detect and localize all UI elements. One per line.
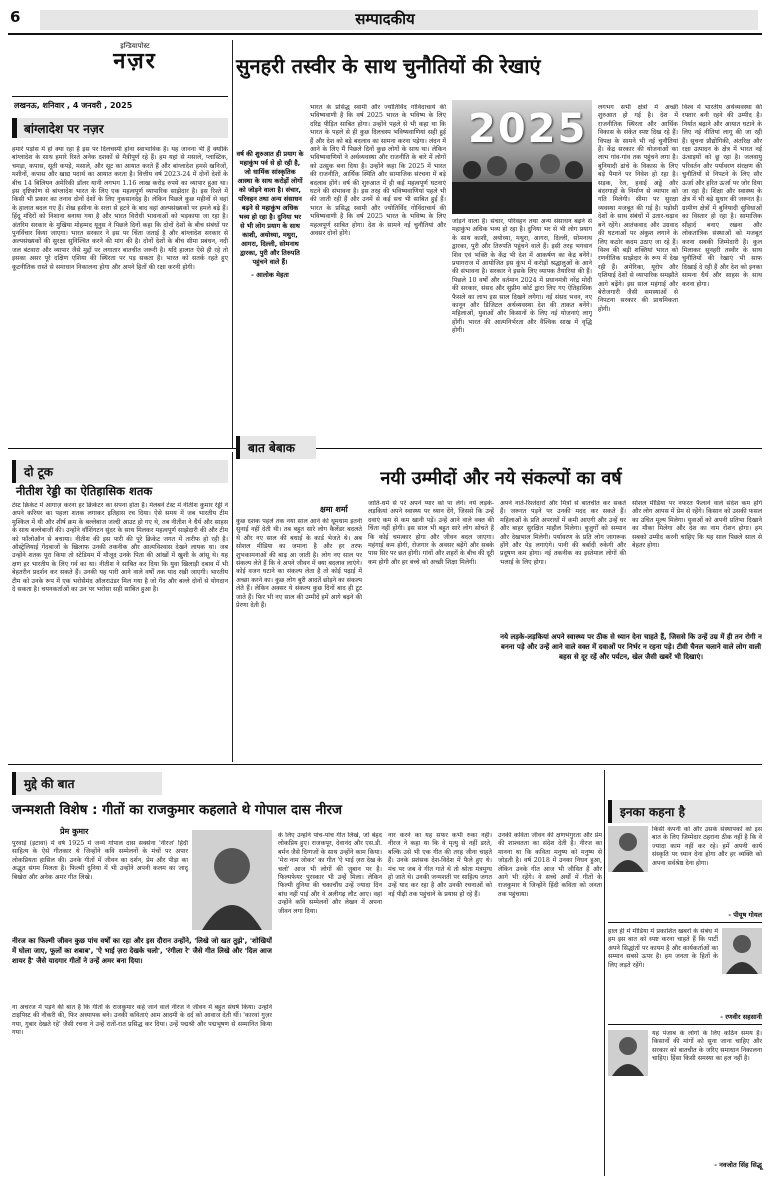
mudde-col4: उनकी कविता जीवन की क्षणभंगुरता और प्रेम की शाश्वतता का संदेश देती है। नीरज का मानना था कि कविता मनुष्य को मनुष्य से जोड़ती है। वर्ष 2018 में उनका निधन हुआ, लेकिन उनके गीत आज भी जीवित हैं और आगे भी रहेंगे। वे सच्चे अर्थों में गीतों के राजकुमार थे जिन्होंने हिंदी कविता को जनता तक पहुंचाया।: [498, 832, 602, 898]
section-title: सम्पादकीय: [355, 10, 415, 28]
portrait-silhouette: [192, 830, 272, 930]
bat-bebak-col3: अपने नाते-रिश्तेदारों और मित्रों से बातचीत कर सकते हैं। जरूरत पड़ने पर उनकी मदद कर सकते हैं। महिलाओं के प्रति अपराधों में कमी आएगी और उन्हें घर और बाहर सुरक्षित माहौल मिलेगा। बुजुर्गों को सम्मान और देखभाल मिलेगी। पर्यावरण के प्रति लोग जागरूक होंगे और पेड़ लगाएंगे। पानी की बर्बादी रुकेगी और प्रदूषण कम होगा। नई तकनीक का इस्तेमाल लोगों की भलाई के लिए होगा।: [500, 500, 626, 566]
inka-quote-3: यह पंजाब के लोगों के लिए कठिन समय है। किसानों की मांगों को सुना जाना चाहिए और सरकार को बातचीत के जरिए समाधान निकालना चाहिए। हिंसा किसी समस्या का हल नहीं है।: [652, 1030, 762, 1063]
mudde-col3: नार करने का यह सफर कभी रुका नहीं। नीरज ने कहा था कि वे मृत्यु से नहीं डरते, बल्कि उसे भी एक गीत की तरह जीना चाहते हैं। उनके प्रशंसक देश-विदेश में फैले हुए थे। मंच पर जब वे गीत गाते थे तो श्रोता मंत्रमुग्ध हो जाते थे। उनकी जन्मशती पर साहित्य जगत उन्हें याद कर रहा है और उनकी रचनाओं को नई पीढ़ी तक पहुंचाने के प्रयास हो रहे हैं।: [388, 832, 492, 898]
top-editorial-col1: भारत के प्रसिद्ध स्वामी और ज्योतिर्विद गोविंदाचार्य की भविष्यवाणी है कि वर्ष 2025 भारत के भविष्य के लिए दरिद्र पीड़ित साबित होगा। उन्होंने पहले से भी कहा था कि भारत के पहले से ही कुछ दिलचस्प भविष्यवाणियां सही हुई हैं और देश को बड़े बदलाव का सामना करना पड़ेगा। लंदन में आने के लिए मैं पिछले दिनों कुछ लोगों के साथ था। लेकिन भविष्यवाणियों ने अर्थव्यवस्था और राजनीति के बारे में लोगों को उत्सुक बना दिया है। उन्होंने कहा कि 2025 में भारत की राजनीति, आर्थिक स्थिति और सामाजिक संरचना में बड़े बदलाव होंगे। वर्ष की शुरुआत में ही कई महत्वपूर्ण घटनाएं घटने की संभावना है। इस तरह की भविष्यवाणियां पहले भी की जाती रही हैं और उनमें से कई सच भी साबित हुई हैं। भारत के प्रसिद्ध स्वामी और ज्योतिर्विद गोविंदाचार्य की भविष्यवाणी है कि वर्ष 2025 भारत के भविष्य के लिए महत्वपूर्ण साबित होगा। देश के सामने नई चुनौतियां और अवसर दोनों होंगे।: [310, 104, 446, 238]
dateline: लखनऊ, शनिवार , 4 जनवरी , 2025: [14, 101, 133, 110]
inka-quote-2: हाल ही में मीडिया में प्रकाशित खबरों के संबंध में हम इस बात को स्पष्ट करना चाहते हैं कि पार्टी अपने सिद्धांतों पर कायम है और कार्यकर्ताओं का सम्मान सबसे ऊपर है। हम जनता के हितों के लिए लड़ते रहेंगे।: [608, 928, 718, 969]
pullquote-top-text: वर्ष की शुरुआत ही प्रयाग के महाकुंभ पर्व से हो रही है, जो धार्मिक सांस्कृतिक आस्था के साथ करोड़ों लोगों को जोड़ने वाला है। संचार, परिवहन तथा अन्य संसाधन बढ़ने से महाकुंभ अधिक भव्य हो रहा है। दुनिया भर से भी लोग प्रयाग के साथ काशी, अयोध्या, मथुरा, आगरा, दिल्ली, सोमनाथ द्वारका, पुरी और तिरुपति पहुंचने वाले हैं।: [236, 150, 304, 266]
mudde-portrait: [192, 830, 272, 930]
person-icon: [722, 928, 762, 974]
inka-photo-2: [722, 928, 762, 974]
top-editorial-col3: लगभग सभी क्षेत्रों में अच्छी शुरुआत हो गई है। देश में राजनीतिक स्थिरता और आर्थिक विकास के संकेत स्पष्ट दिख रहे हैं। विपक्ष के सामने भी नई चुनौतियां हैं। केंद्र सरकार की योजनाओं का लाभ गांव-गांव तक पहुंचने लगा है। बुनियादी ढांचे के विकास के लिए बड़े पैमाने पर निवेश हो रहा है। सड़क, रेल, हवाई अड्डे और बंदरगाहों के निर्माण से व्यापार को गति मिलेगी। सीमा पर सुरक्षा व्यवस्था मजबूत की गई है। पड़ोसी देशों के साथ संबंधों में उतार-चढ़ाव बने रहेंगे। आतंकवाद और उग्रवाद की घटनाओं पर अंकुश लगाने के लिए कठोर कदम उठाए जा रहे हैं। विश्व की बड़ी शक्तियां भारत को रणनीतिक साझेदार के रूप में देख रही हैं। अमेरिका, यूरोप और एशियाई देशों से व्यापारिक समझौते आगे बढ़ेंगे। इस साल महंगाई और बेरोजगारी जैसी समस्याओं से निपटना सरकार की प्राथमिकता होगी।: [598, 104, 678, 313]
bat-bebak-headline: नयी उम्मीदों और नये संकल्पों का वर्ष: [380, 468, 622, 489]
masthead-small: इन्डियापोस्ट: [120, 42, 150, 50]
mudde-headline: जन्मशती विशेष : गीतों का राजकुमार कहलाते थे गोपाल दास नीरज: [12, 802, 343, 818]
inka-label: इनका कहना है: [608, 800, 762, 823]
photo-year-text: 2025: [468, 106, 588, 152]
masthead-big: नज़र: [113, 49, 157, 74]
mudde-quote: नीरज का फिल्मी जीवन कुछ पांच वर्षों का रहा और इस दौरान उन्होंने, 'लिखे जो खत तुझे', 'शोखियों में घोला जाए, फूलों का शबाब', 'ऐ भाई ज़रा देखके चलो', 'रंगीला रे' जैसे गीत लिखे और 'दिल आज शायर है' जैसे यादगार गीतों ने उन्हें अमर बना दिया।: [12, 937, 272, 965]
top-editorial-col2: जोड़ने वाला है। संचार, परिवहन तथा अन्य संसाधन बढ़ने से महाकुंभ अधिक भव्य हो रहा है। दुनिया भर से भी लोग प्रयाग के साथ काशी, अयोध्या, मथुरा, आगरा, दिल्ली, सोमनाथ द्वारका, पुरी और तिरुपति पहुंचने वाले हैं। इसी तरह भगवान शिव एवं भक्ति के केंद्र भी देश में आकर्षण का केंद्र बनेंगे। प्रयागराज में आयोजित इस कुंभ में करोड़ों श्रद्धालुओं के आने की संभावना है। सरकार ने इसके लिए व्यापक तैयारियां की हैं। पिछले 10 वर्षों और वर्तमान 2024 में प्रधानमंत्री नरेंद्र मोदी की सरकार, संसद और सुप्रीम कोर्ट द्वारा लिए गए ऐतिहासिक फैसले का लाभ इस साल दिखने लगेगा। नई संसद भवन, नए कानून और डिजिटल अर्थव्यवस्था देश की ताकत बनेंगे। महिलाओं, युवाओं और किसानों के लिए नई योजनाएं लागू होंगी। भारत की आत्मनिर्भरता और वैश्विक साख में वृद्धि होगी।: [452, 218, 592, 335]
inka-photo-1: [608, 826, 648, 872]
mudde-col2: के लिए उन्होंने पांच-पांच गीत लिखे, जो बेहद लोकप्रिय हुए। राजकपूर, देवानंद और एस.डी. बर्मन जैसे दिग्गजों के साथ उन्होंने काम किया। 'मेरा नाम जोकर' का गीत 'ऐ भाई ज़रा देख के चलो' आज भी लोगों की जुबान पर है। फिल्मफेयर पुरस्कार भी उन्हें मिला। लेकिन फिल्मी दुनिया की चकाचौंध उन्हें ज्यादा दिन बांध नहीं पाई और वे अलीगढ़ लौट आए। वहां उन्होंने कवि सम्मेलनों और लेखन में अपना जीवन लगा दिया।: [278, 832, 382, 915]
do-took-headline: नीतीश रेड्डी का ऐतिहासिक शतक: [16, 484, 153, 498]
bat-bebak-col1: कुछ दशक पहले तक नया साल आने की धूमधाम इतनी सुनाई नहीं देती थी। तब बहुत सारे लोग कैलेंडर बदलते थे और नए साल की बधाई के कार्ड भेजते थे। अब सोशल मीडिया का जमाना है और हर तरफ शुभकामनाओं की बाढ़ आ जाती है। लोग नए साल पर संकल्प लेते हैं कि वे अपने जीवन में क्या बदलाव लाएंगे। कोई वजन घटाने का संकल्प लेता है तो कोई पढ़ाई में अच्छा करने का। कुछ लोग बुरी आदतें छोड़ने का संकल्प लेते हैं। लेकिन अक्सर ये संकल्प कुछ दिनों बाद ही टूट जाते हैं। फिर भी नए साल की उम्मीदें हमें आगे बढ़ने की प्रेरणा देती हैं।: [236, 518, 362, 610]
crowd-silhouettes: [452, 100, 592, 214]
mudde-byline: प्रेम कुमार: [60, 827, 89, 836]
pullquote-top-box: [236, 150, 304, 446]
page-number: 6: [10, 8, 21, 26]
header-rule: [8, 33, 762, 35]
bat-bebak-label: बात बेबाक: [236, 436, 316, 459]
masthead: [60, 42, 210, 73]
inka-byline-1: - पीयूष गोयल: [728, 911, 762, 919]
crowd-photo: [452, 100, 592, 214]
bangladesh-headline: बांग्लादेश पर नज़र: [24, 122, 104, 136]
bat-bebak-col2: जाति-धर्म से परे अपने प्यार को पा लेंगे। नये लड़के-लड़कियां अपने स्वास्थ्य पर ध्यान देंगे, जिससे कि उन्हें दवाएं कम से कम खानी पड़ें। उन्हें आने वाले वक्त की चिंता नहीं होगी। इस साल भी बहुत सारे लोग सोचते हैं कि कोई चमत्कार होगा और जीवन बदल जाएगा। महंगाई कम होगी, रोजगार के अवसर बढ़ेंगे और सबके पास सिर पर छत होगी। गांवों और शहरों के बीच की दूरी कम होगी और हर बच्चे को अच्छी शिक्षा मिलेगी।: [368, 500, 494, 566]
bat-bebak-byline: क्षमा शर्मा: [320, 505, 348, 514]
inka-byline-3: - नवजोत सिंह सिद्धू: [714, 1161, 762, 1169]
bat-bebak-col4: सोशल मीडिया पर नफरत फैलाने वाले संदेश कम होंगे और लोग आपस में प्रेम से रहेंगे। किसान को उसकी फसल का उचित मूल्य मिलेगा। युवाओं को अपनी प्रतिभा दिखाने का मौका मिलेगा और देश का नाम रोशन होगा। हम सबको उम्मीद करनी चाहिए कि यह साल पिछले साल से बेहतर होगा।: [632, 500, 762, 550]
top-headline: सुनहरी तस्वीर के साथ चुनौतियों की रेखाएं: [236, 54, 541, 78]
pullquote-top-byline: - आलोक मेहता: [251, 271, 289, 279]
mudde-intro: पुरवाई (इटावा) में वर्ष 1925 में जन्मे गोपाल दास सक्सेना 'नीरज' हिंदी साहित्य के ऐसे गीतकार थे जिन्होंने कवि सम्मेलनों के मंचों पर अपार लोकप्रियता हासिल की। उनके गीतों में जीवन का दर्शन, प्रेम और पीड़ा का अद्भुत संगम मिलता है। फिल्मी दुनिया में भी उन्होंने अपनी कलम का जादू बिखेरा और अनेक अमर गीत लिखे।: [12, 840, 188, 881]
bat-bebak-pullquote: नये लड़के-लड़कियां अपने स्वास्थ्य पर ठीक से ध्यान देना चाहते हैं, जिससे कि उन्हें उम्र में ही तन रोगी न बनना पड़े और उन्हें आने वाले वक्त में दवाओं पर निर्भर न रहना पड़े। टीवी चैनल चलाने वाले लोग वाली बहस से दूर रहें और पर्यटन, खेल जैसी खबरें भी दिखाएं।: [500, 633, 762, 661]
bangladesh-body: हमारे पड़ोस में हो क्या रहा है इस पर दिलचस्पी होना स्वाभाविक है। यह जानना भी है क्योंकि बांग्लादेश के साथ हमारे रिश्ते अनेक दशकों से मैत्रीपूर्ण रहे हैं। हम यहां से मसाले, प्लास्टिक, चमड़ा, कपास, सूती कपड़े, मसाले, और सूट का आयात करते हैं और बांग्लादेश हमसे खनिजों, मशीनों, कपास और खाद्य पदार्थ का आयात करता है। वित्तीय वर्ष 2023-24 में दोनों देशों के बीच 14 बिलियन अमेरिकी डॉलर यानी लगभग 1.16 लाख करोड़ रुपये का व्यापार हुआ था। इस दृष्टिकोण से बांग्लादेश भारत के लिए एक महत्वपूर्ण व्यापारिक साझेदार है। इस रिश्ते में किसी भी प्रकार का तनाव दोनों देशों के लिए नुकसानदेह है। लेकिन पिछले कुछ महीनों से वहां के हालात बदल गए हैं। शेख हसीना के सत्ता से हटने के बाद वहां अल्पसंख्यकों पर हमले बढ़े हैं। हिंदू मंदिरों को निशाना बनाया गया है और भारत विरोधी भावनाओं को भड़काया जा रहा है। अंतरिम सरकार के मुखिया मोहम्मद यूनुस ने पिछले दिनों कहा कि दोनों देशों के बीच संबंधों पर पुनर्विचार किया जाएगा। भारत सरकार ने इस पर चिंता जताई है और बांग्लादेश सरकार से अल्पसंख्यकों की सुरक्षा सुनिश्चित करने की मांग की है। दोनों देशों के बीच सीमा प्रबंधन, नदी जल बंटवारा और व्यापार जैसे मुद्दों पर लगातार बातचीत जरूरी है। यदि हालात ऐसे ही रहे तो इसका असर पूरे दक्षिण एशिया की स्थिरता पर पड़ सकता है। भारत को सतर्क रहते हुए कूटनीतिक रास्ते से समाधान निकालना होगा और अपने हितों की रक्षा करनी होगी।: [12, 146, 228, 271]
top-editorial-col4: विश्व में भारतीय अर्थव्यवस्था की रफ्तार बनी रहने की उम्मीद है। निर्यात बढ़ाने और आयात घटाने के लिए नई नीतियां लागू की जा रही हैं। सूचना प्रौद्योगिकी, अंतरिक्ष और रक्षा उत्पादन के क्षेत्र में भारत नई ऊंचाइयों को छू रहा है। जलवायु परिवर्तन और पर्यावरण संरक्षण की चुनौतियों से निपटने के लिए सौर ऊर्जा और हरित ऊर्जा पर जोर दिया जा रहा है। शिक्षा और स्वास्थ्य के क्षेत्र में भी बड़े सुधार की जरूरत है। ग्रामीण क्षेत्रों में बुनियादी सुविधाओं का विस्तार हो रहा है। सामाजिक सौहार्द बनाए रखना और लोकतांत्रिक संस्थाओं को मजबूत करना सबकी जिम्मेदारी है। कुल मिलाकर सुनहरी तस्वीर के साथ चुनौतियों की रेखाएं भी साफ दिखाई दे रही हैं और देश को इनका सामना धैर्य और साहस के साथ करना होगा।: [682, 104, 762, 288]
person-icon: [608, 826, 648, 872]
mudde-body1: ना अचरज में पड़ने की बात है कि गीतों के राजकुमार कहे जाने वाले नीरज ने जीवन में बहुत संघर्ष किया। उन्होंने टाइपिस्ट की नौकरी की, फिर अध्यापक बने। उनकी कविताएं आम आदमी के दर्द को आवाज देती थीं। 'कारवां गुज़र गया, गुबार देखते रहे' जैसी रचना ने उन्हें रातों-रात प्रसिद्ध कर दिया। उन्हें पद्मश्री और पद्मभूषण से सम्मानित किया गया।: [12, 1004, 272, 1037]
do-took-body: टेस्ट क्रिकेट में आगाज़ करना हर क्रिकेटर का सपना होता है। मेलबर्न टेस्ट में नीतीश कुमार रेड्डी ने अपने करियर का पहला शतक लगाकर इतिहास रच दिया। ऐसे समय में जब भारतीय टीम मुश्किल में थी और शीर्ष क्रम के बल्लेबाज जल्दी आउट हो गए थे, तब नीतीश ने धैर्य और साहस के साथ बल्लेबाजी की। उन्होंने वॉशिंगटन सुंदर के साथ मिलकर महत्वपूर्ण साझेदारी की और टीम को फॉलोऑन से बचाया। नीतीश की इस पारी की पूरे क्रिकेट जगत में तारीफ हो रही है। ऑस्ट्रेलियाई गेंदबाजों के खिलाफ उनकी तकनीक और आत्मविश्वास देखने लायक था। जब उन्होंने शतक पूरा किया तो स्टेडियम में मौजूद उनके पिता की आंखों में खुशी के आंसू थे। यह क्षण हर भारतीय के लिए गर्व का था। नीतीश ने साबित कर दिया कि युवा खिलाड़ी दबाव में भी बेहतरीन प्रदर्शन कर सकते हैं। उनकी यह पारी आने वाले वर्षों तक याद रखी जाएगी। भारतीय टीम को उनके रूप में एक भरोसेमंद ऑलराउंडर मिल गया है जो गेंद और बल्ले दोनों से योगदान दे सकता है। चयनकर्ताओं का उन पर भरोसा सही साबित हुआ है।: [12, 502, 228, 594]
do-took-label: दो टूक: [12, 460, 228, 483]
person-icon: [608, 1030, 648, 1076]
inka-quote-1: किसी कंपनी को और उसके संस्थापकों को इस बात के लिए जिम्मेदार ठहराना ठीक नहीं है कि वे ज्यादा काम नहीं कर रहे। हमें अपनी कार्य संस्कृति पर ध्यान देना होगा और हर व्यक्ति को अपना सर्वश्रेष्ठ देना होगा।: [652, 826, 762, 867]
inka-photo-3: [608, 1030, 648, 1076]
inka-byline-2: - रणवीर सहसानी: [720, 1013, 762, 1021]
mudde-label: मुद्दे की बात: [12, 772, 162, 795]
